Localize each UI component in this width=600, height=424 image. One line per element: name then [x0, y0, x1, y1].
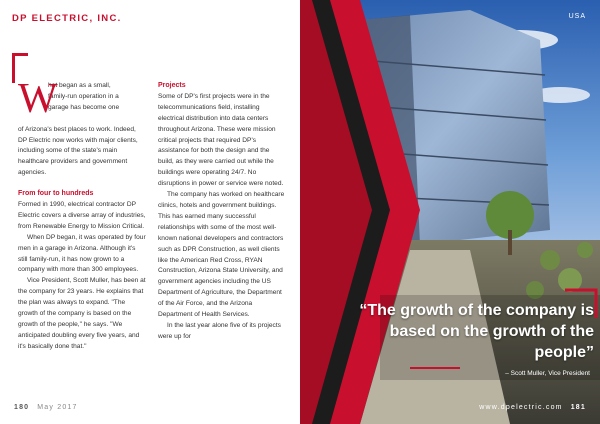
right-page	[300, 0, 600, 424]
issue-date: May 2017	[37, 404, 78, 411]
masthead: DP ELECTRIC, INC.	[12, 13, 122, 24]
page-number-left: 180	[14, 404, 30, 411]
shrub	[577, 242, 593, 258]
intro-line: hat began as a small,	[48, 82, 111, 89]
intro-line: family-run operation in a	[48, 92, 119, 100]
body-paragraph: When DP began, it was operated by four men in a garage in Arizona. Although it's still family-run, it has now grown to a company with more than 300 employees.	[18, 233, 146, 274]
right-footer	[479, 404, 586, 411]
tree-trunk	[508, 230, 512, 255]
section-heading-growth: From four to hundreds	[18, 190, 94, 198]
section-heading-projects: Projects	[158, 82, 186, 89]
article-column-1	[18, 76, 146, 353]
page-number-right: 181	[570, 404, 586, 411]
shrub	[558, 268, 582, 292]
country-label: USA	[568, 13, 586, 20]
drop-cap: W	[18, 76, 58, 122]
body-paragraph: In the last year alone five of its projects were up for	[158, 321, 281, 340]
quote-attribution: – Scott Muller, Vice President	[505, 370, 590, 377]
article-column-2	[158, 81, 286, 343]
intro-paragraph: of Arizona's best places to work. Indeed, DP Electric now works with major clients, including some of the state's main healthcare providers and government agencies.	[18, 125, 138, 177]
intro-line: garage has become one	[48, 103, 120, 111]
left-footer	[14, 404, 78, 411]
website-url: www.dpelectric.com	[479, 404, 563, 411]
body-paragraph: The company has worked on healthcare clinics, hotels and government buildings. This has earned many successful relationships with some of the most well-known national developers and contractors such as DPR Construction, as well clients like the American Red Cross, RYAN Construction, Arizona State University, and government agencies including the US Department of Agriculture, the Department of the Air Force, and the Arizona Department of Health Services.	[158, 191, 285, 319]
shrub	[540, 250, 560, 270]
pull-quote: “The growth of the company is based on the growth of the people”	[359, 302, 594, 361]
body-paragraph: Vice President, Scott Muller, has been at the company for 23 years. He explains that the plan was always to expand. "The growth of the company is based on the growth of the people," he says. "We anticipated doubling every five years, and it's basically done that."	[18, 277, 146, 350]
body-paragraph: Formed in 1990, electrical contractor DP Electric covers a diverse array of industries, from Renewable Energy to Mission Critical.	[18, 201, 146, 230]
body-paragraph: Some of DP's first projects were in the telecommunications field, installing electrical distribution into data centers throughout Arizona. These were mission critical projects that required DP's assistance for both the design and the build, as they were carried out while the buildings were operating 24/7. No disruptions in power or service were noted.	[158, 92, 284, 188]
intro-block	[18, 76, 146, 125]
